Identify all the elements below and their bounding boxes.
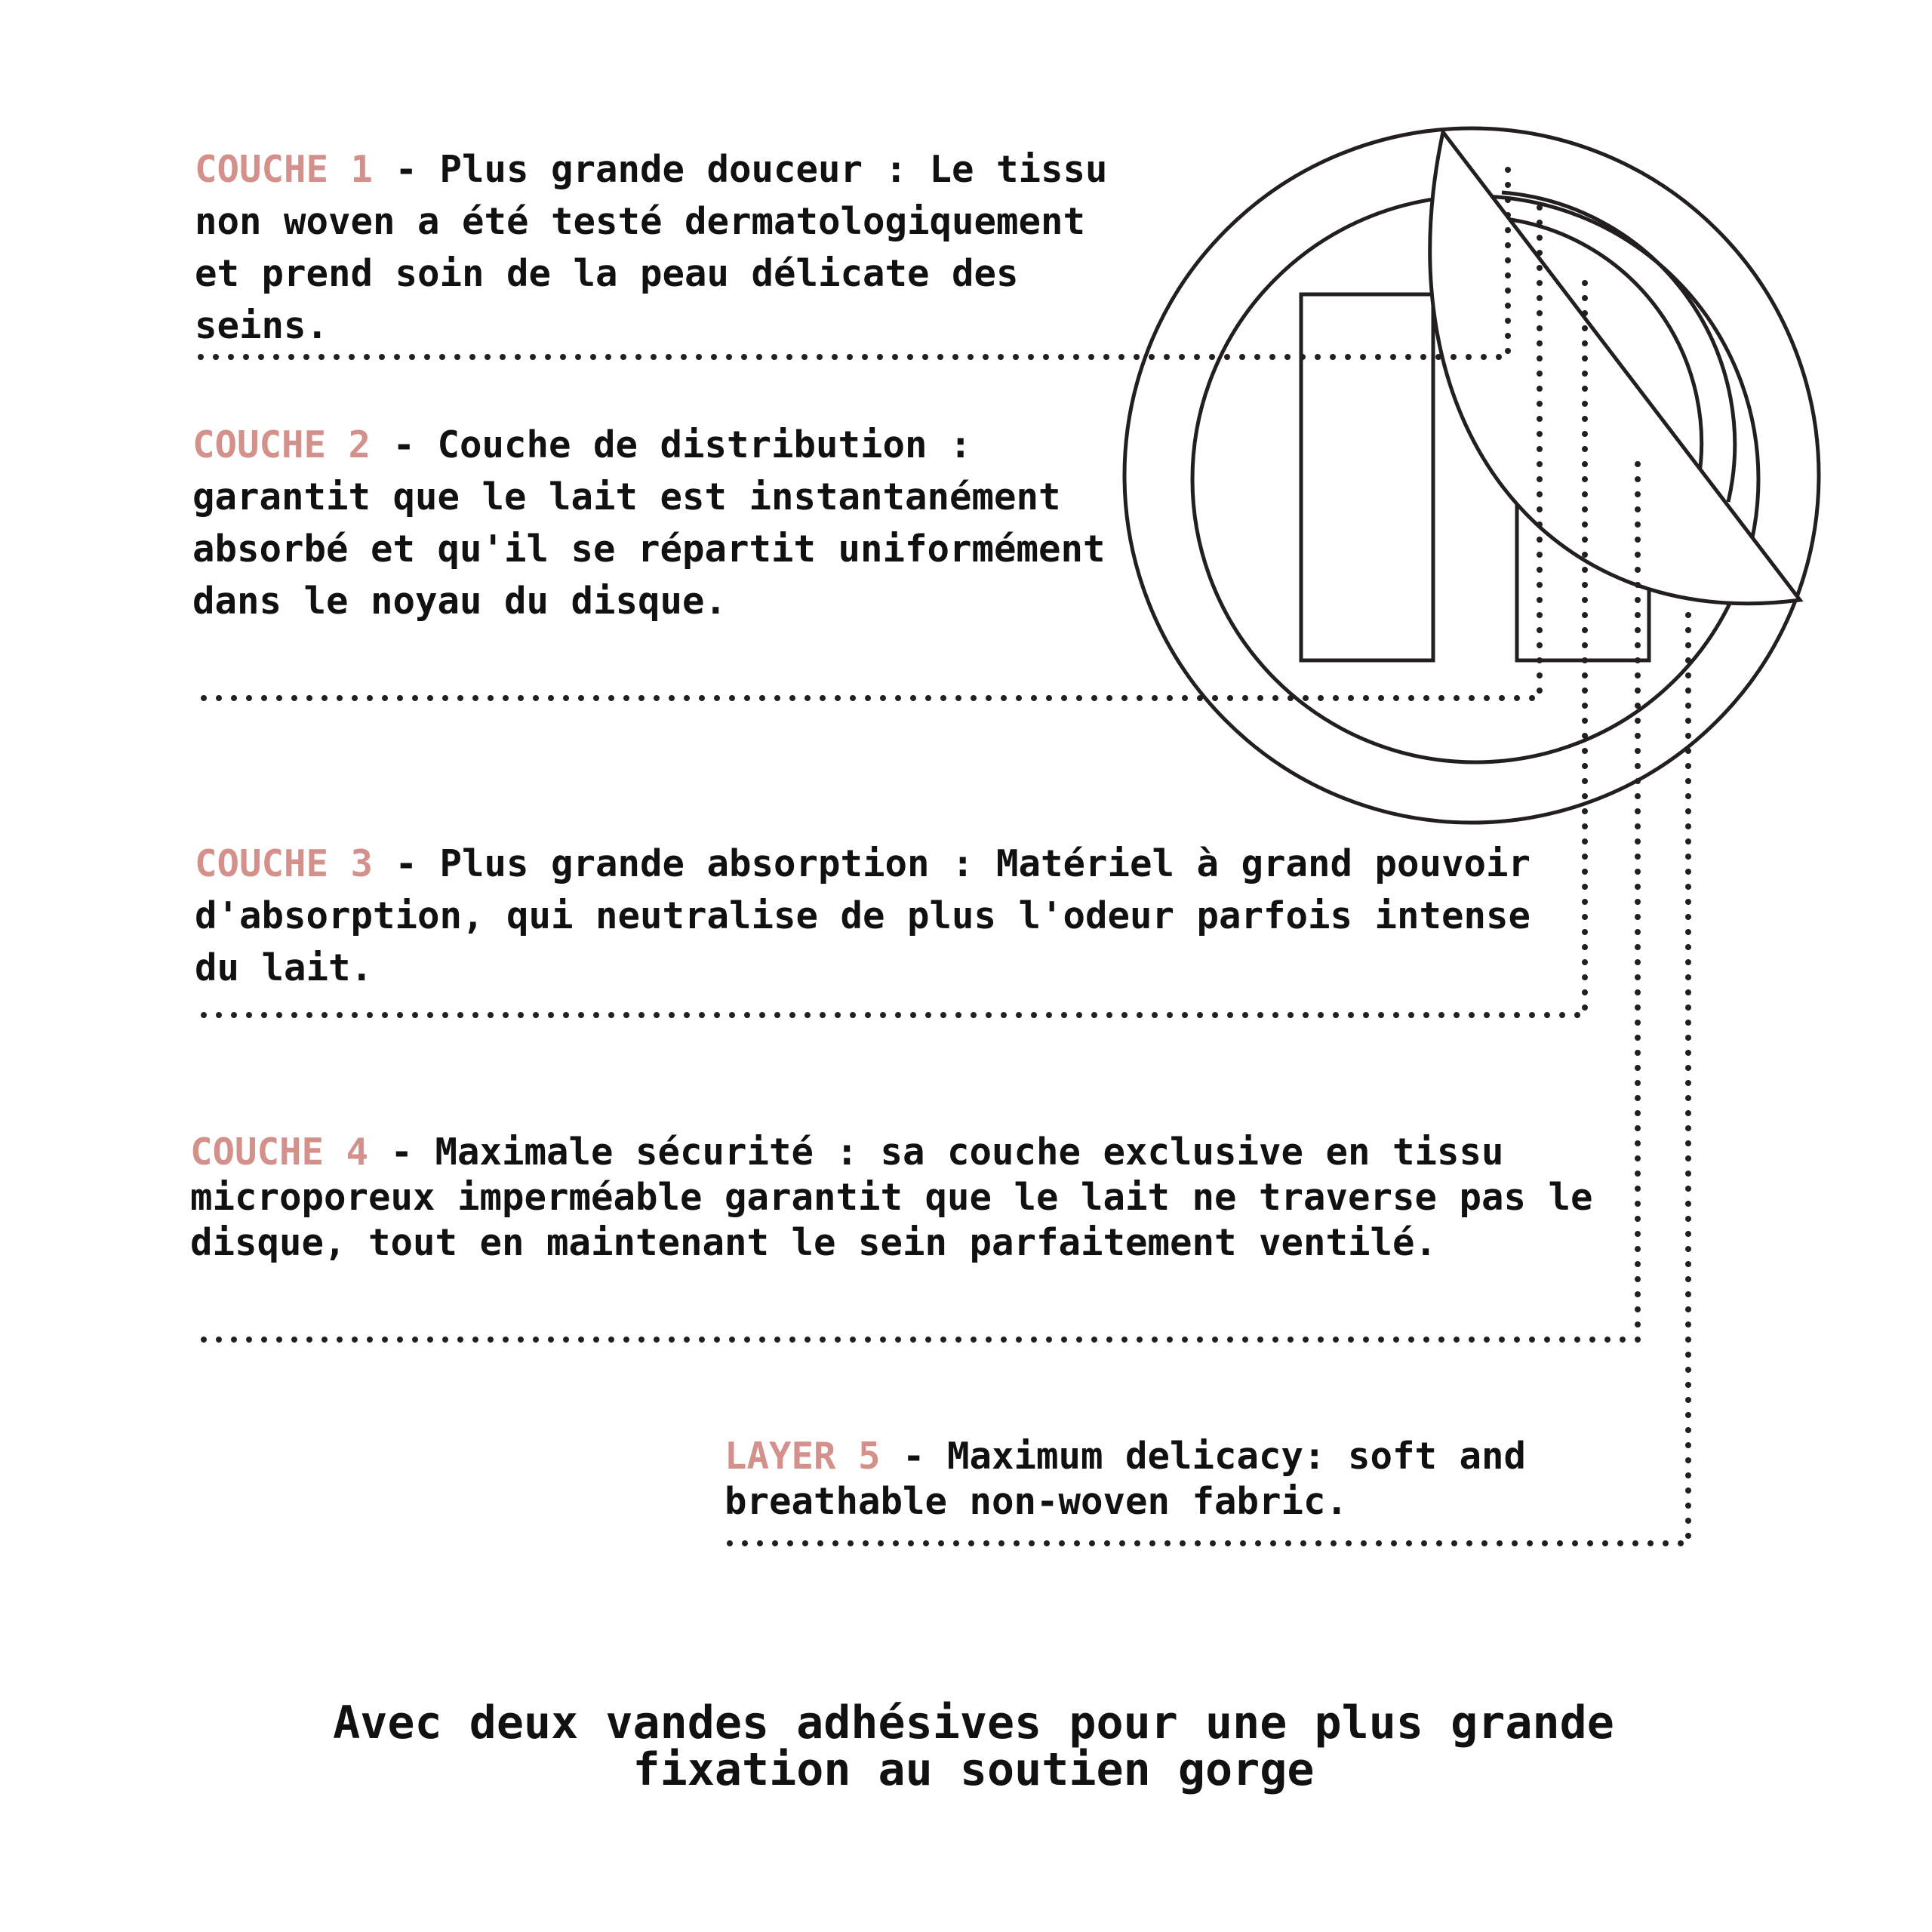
adhesive-strip-left xyxy=(1301,294,1433,660)
layer-1-text: - Plus grande douceur : Le tissu non woven a été testé dermatologiquement et prend soin de la peau délicate des seins. xyxy=(195,148,1108,347)
layer-1-tag: COUCHE 1 xyxy=(195,148,374,191)
footer-caption: Avec deux vandes adhésives pour une plus grande fixation au soutien gorge xyxy=(333,1697,1614,1796)
layer-2-text: - Couche de distribution : garantit que le lait est instantanément absorbé et qu'il se répartit uniformément dans le noyau du disque. xyxy=(192,423,1106,623)
layer-5-text: - Maximum delicacy: soft and breathable non-woven fabric. xyxy=(724,1435,1527,1523)
layer-3-tag: COUCHE 3 xyxy=(195,842,374,885)
layer-2-tag: COUCHE 2 xyxy=(192,423,371,466)
layer-5-tag: LAYER 5 xyxy=(724,1435,881,1478)
layer-1-description xyxy=(195,143,1146,352)
layer-4-description xyxy=(190,1130,1624,1266)
layer-3-description xyxy=(195,838,1553,994)
layer-4-tag: COUCHE 4 xyxy=(190,1131,369,1174)
layer-3-text: - Plus grande absorption : Matériel à grand pouvoir d'absorption, qui neutralise de plus l'odeur parfois intense du lait. xyxy=(195,842,1531,989)
pad-illustration xyxy=(1124,128,1819,823)
layer-4-text: - Maximale sécurité : sa couche exclusive en tissu microporeux imperméable garantit que le lait ne traverse pas le disque, tout en maintenant le sein parfaitement ventilé. xyxy=(190,1131,1593,1264)
peeled-layer xyxy=(1430,132,1800,604)
layer-5-description xyxy=(724,1434,1630,1524)
layer-2-description xyxy=(192,419,1143,627)
